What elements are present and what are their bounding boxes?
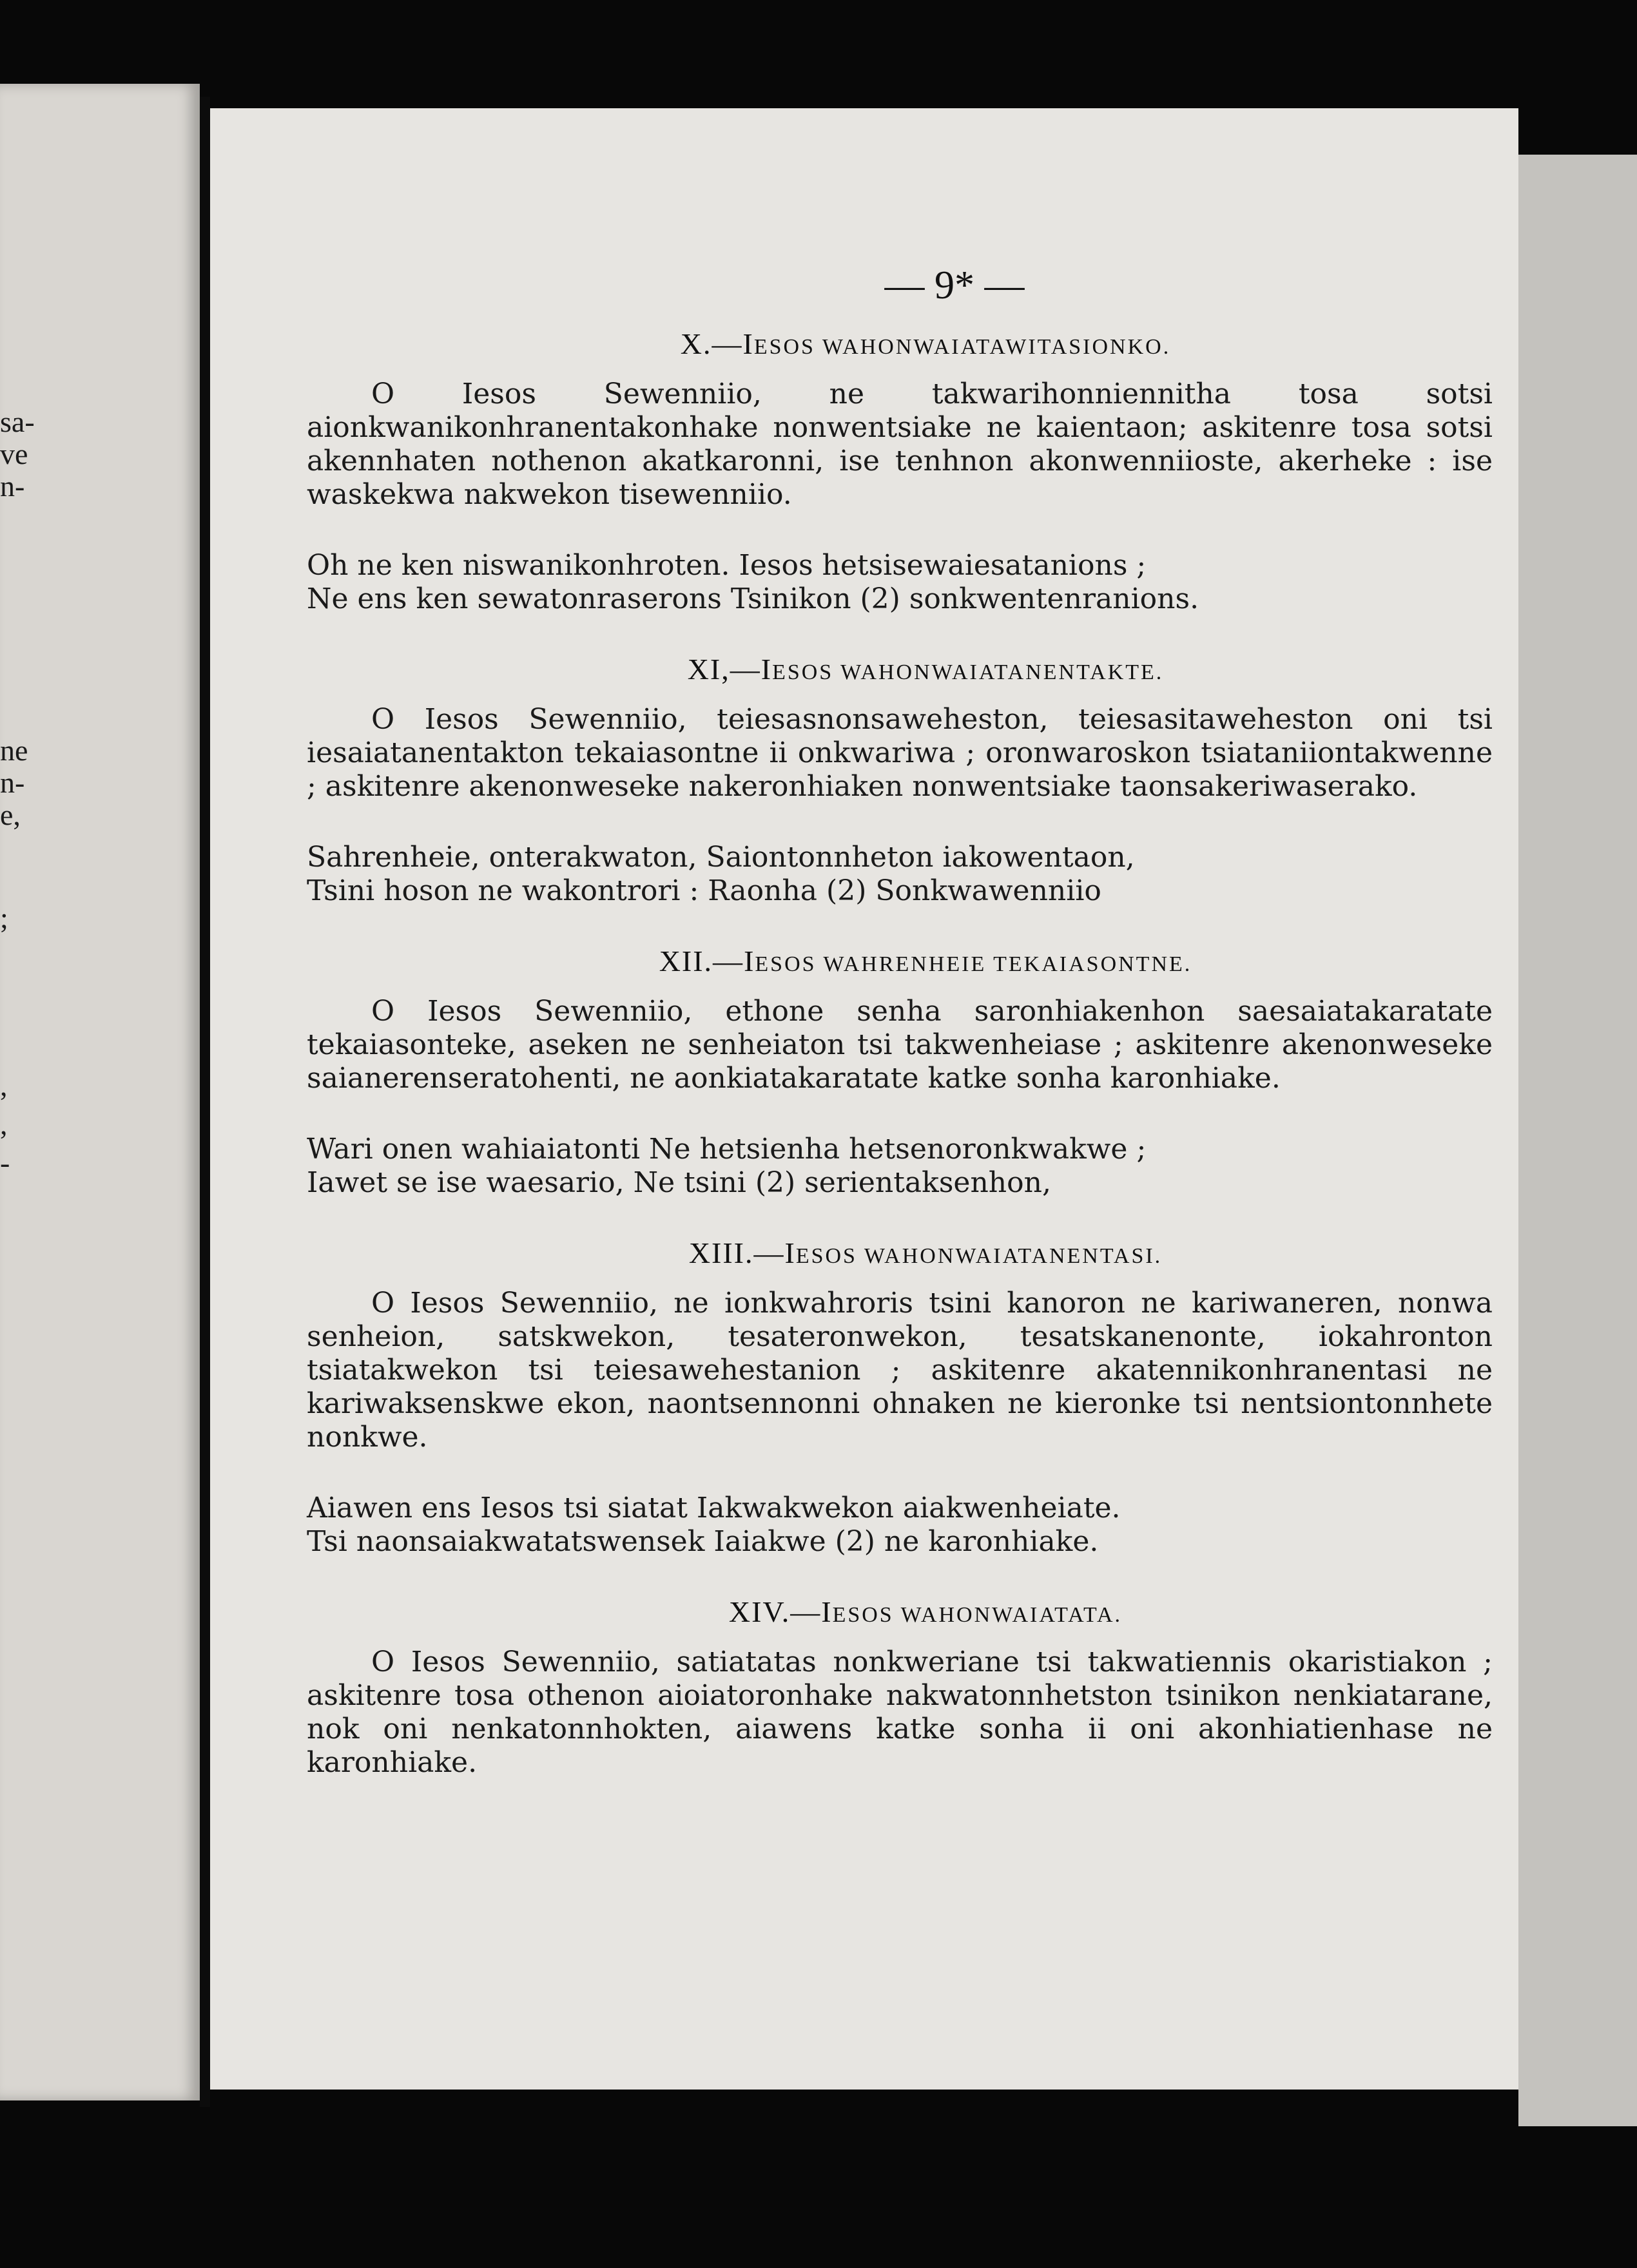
page-number: — 9* —: [884, 264, 1025, 307]
section-numeral: XIV.—: [728, 1595, 822, 1628]
section-title: ESOS WAHRENHEIE TEKAIASONTNE.: [755, 952, 1192, 976]
facing-page: [0, 84, 200, 2100]
title-initial: I: [744, 945, 755, 977]
margin-fragment: e,: [0, 798, 21, 831]
section-paragraph: O Iesos Sewenniio, ethone senha saronhiakenhon saesaiatakaratate tekaiasonteke, aseken ne senheiaton tsi takwenheiase ; askitenre akenonweseke saianerenseratohenti, ne aonkiatakaratate katke sonha karonhiake.: [307, 995, 1493, 1095]
section-numeral: XI,—: [687, 653, 761, 686]
section-title: ESOS WAHONWAIATANENTASI.: [795, 1244, 1163, 1268]
section-numeral: X.—: [680, 327, 743, 360]
margin-fragment: ve: [0, 437, 28, 470]
section: [307, 327, 1518, 616]
page-edge: [1518, 155, 1637, 2126]
verse: [307, 549, 1518, 616]
title-initial: I: [760, 653, 773, 686]
verse-line: Aiawen ens Iesos tsi siatat Iakwakwekon aiakwenheiate.: [307, 1492, 1121, 1524]
margin-fragment: sa-: [0, 405, 35, 438]
section-heading: [307, 1236, 1518, 1270]
section-title: ESOS WAHONWAIATAWITASIONKO.: [753, 335, 1171, 359]
margin-fragment: ,: [0, 1069, 8, 1102]
section-heading: [307, 944, 1518, 978]
verse-line: Wari onen wahiaiatonti Ne hetsienha hetsenoronkwakwe ;: [307, 1133, 1147, 1166]
verse-line: Tsini hoson ne wakontrori : Raonha (2) Sonkwawenniio: [307, 874, 1101, 907]
verse: [307, 841, 1518, 908]
section: [307, 944, 1518, 1200]
section-heading: [307, 1595, 1518, 1629]
section-numeral: XII.—: [659, 945, 744, 977]
section-heading: [307, 652, 1518, 686]
title-initial: I: [742, 327, 754, 360]
book-page: [210, 108, 1518, 2090]
verse-line: Iawet se ise waesario, Ne tsini (2) serientaksenhon,: [307, 1166, 1051, 1199]
section: [307, 652, 1518, 908]
margin-fragment: ne: [0, 734, 28, 767]
verse: [307, 1133, 1518, 1200]
section-title: ESOS WAHONWAIATANENTAKTE.: [772, 660, 1164, 684]
title-initial: I: [821, 1595, 833, 1628]
margin-fragment: n-: [0, 470, 25, 503]
verse: [307, 1492, 1518, 1559]
section: [307, 1595, 1518, 1780]
section-paragraph: O Iesos Sewenniio, ne takwarihonniennitha tosa sotsi aionkwanikonhranentakonhake nonwentsiake ne kaientaon; askitenre tosa sotsi akennhaten nothenon akatkaronni, ise tenhnon akonwenniioste, akerheke : ise waskekwa nakwekon tisewenniio.: [307, 378, 1493, 511]
verse-line: Sahrenheie, onterakwaton, Saiontonnheton iakowentaon,: [307, 841, 1135, 874]
section-paragraph: O Iesos Sewenniio, satiatatas nonkweriane tsi takwatiennis okaristiakon ; askitenre tosa othenon aioiatoronhake nakwatonnhetston tsinikon nenkiatarane, nok oni nenkatonnhokten, aiawens katke sonha ii oni akonhiatienhase ne karonhiake.: [307, 1646, 1493, 1779]
title-initial: I: [784, 1236, 796, 1269]
margin-fragment: -: [0, 1146, 10, 1179]
section-paragraph: O Iesos Sewenniio, teiesasnonsaweheston, teiesasitaweheston oni tsi iesaiatanentakton tekaiasontne ii onkwariwa ; oronwaroskon tsiataniiontakwenne ; askitenre akenonweseke nakeronhiaken nonwentsiake taonsakeriwaserako.: [307, 703, 1493, 803]
verse-line: Tsi naonsaiakwatatswensek Iaiakwe (2) ne karonhiake.: [307, 1525, 1099, 1558]
section-paragraph: O Iesos Sewenniio, ne ionkwahroris tsini kanoron ne kariwaneren, nonwa senheion, satskwekon, tesateronwekon, tesatskanenonte, iokahronton tsiatakwekon tsi teiesawehestanion ; askitenre akatennikonhranentasi ne kariwaksenskwe ekon, naontsennonni ohnaken ne kieronke tsi nentsiontonnhete nonkwe.: [307, 1287, 1493, 1454]
margin-fragment: ;: [0, 901, 8, 934]
verse-line: Ne ens ken sewatonraserons Tsinikon (2) sonkwentenranions.: [307, 582, 1199, 615]
margin-fragment: ,: [0, 1108, 8, 1140]
section: [307, 1236, 1518, 1559]
section-title: ESOS WAHONWAIATATA.: [832, 1603, 1123, 1627]
text-block: [307, 263, 1518, 1817]
section-heading: [307, 327, 1518, 361]
section-numeral: XIII.—: [688, 1236, 785, 1269]
book-binding: [200, 97, 210, 2107]
margin-fragment: n-: [0, 766, 25, 799]
verse-line: Oh ne ken niswanikonhroten. Iesos hetsisewaiesatanions ;: [307, 549, 1147, 582]
